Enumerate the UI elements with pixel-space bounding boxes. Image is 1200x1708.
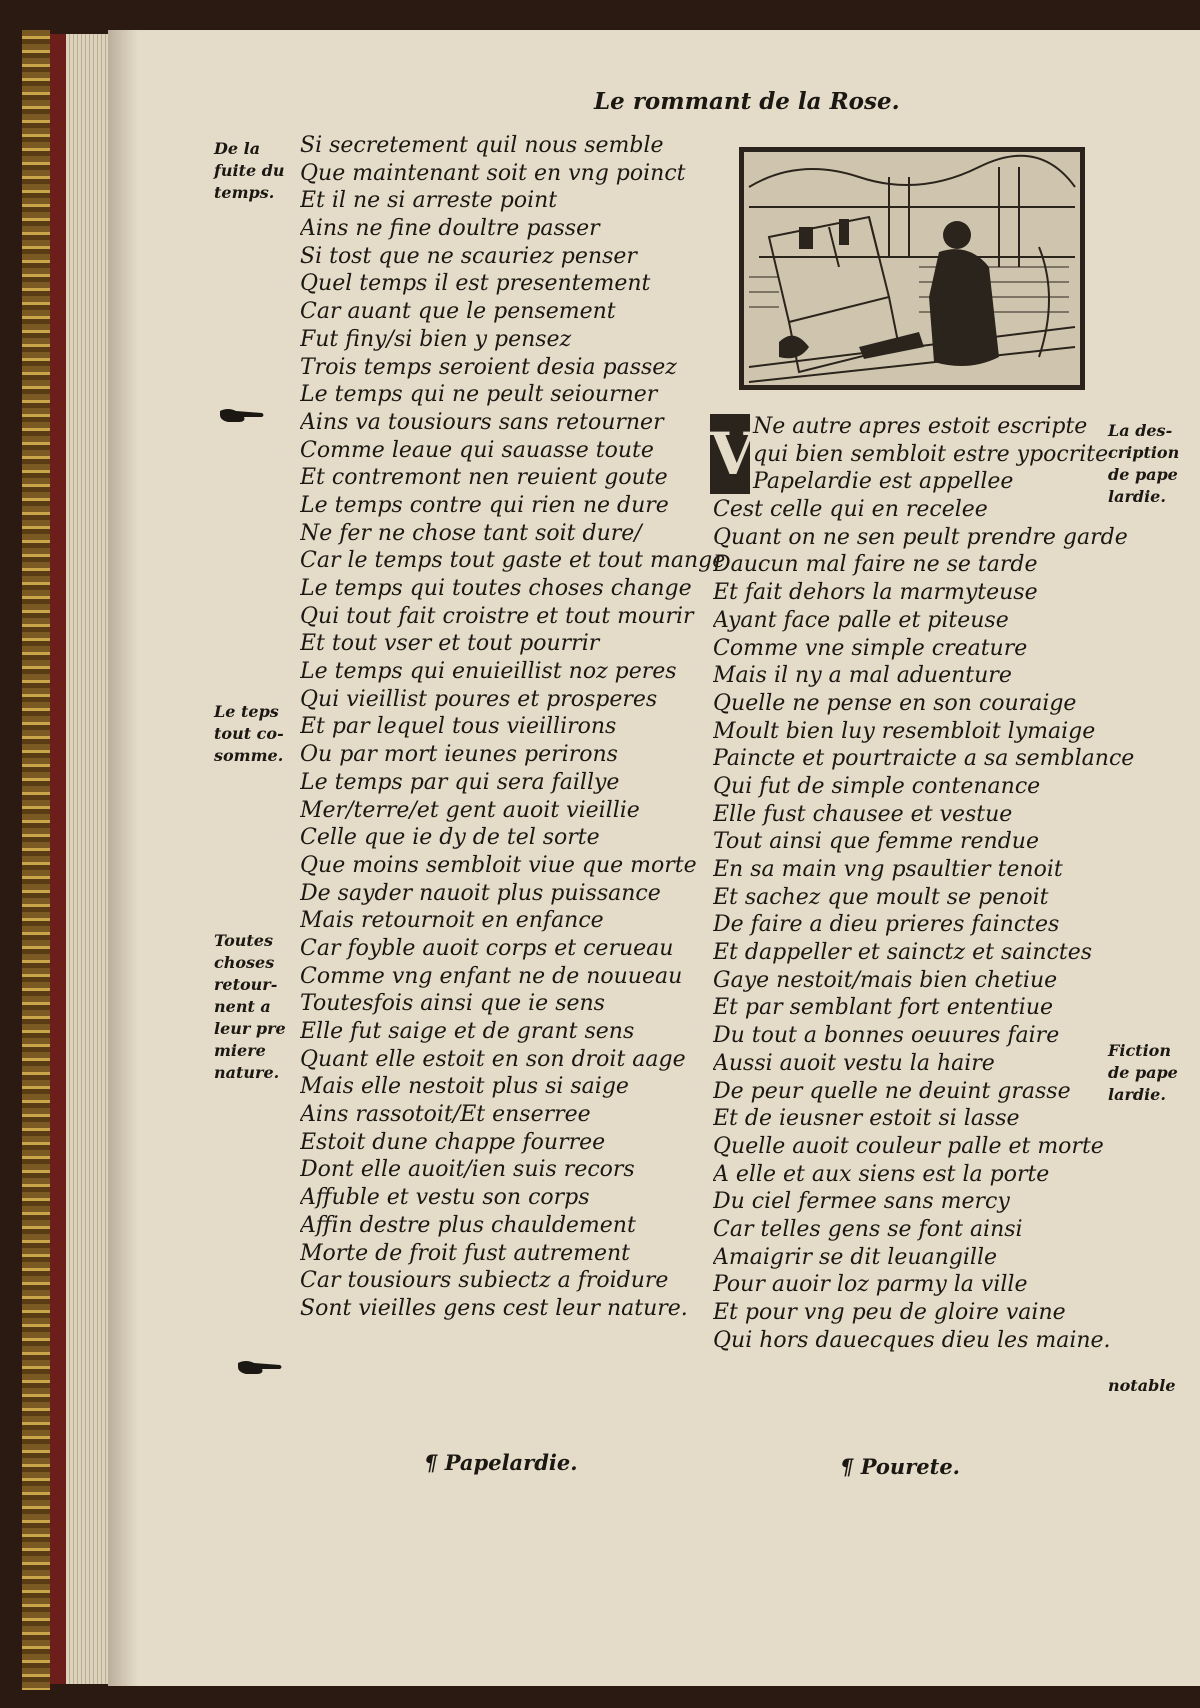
text-line: De sayder nauoit plus puissance [300,880,661,906]
text-line: Ayant face palle et piteuse [713,607,1009,633]
pointing-hand-icon [218,405,266,425]
left-note-nature: Toutes choses retour- nent a leur pre miere nature. [214,931,286,1082]
text-line: Et contremont nen reuient goute [300,465,668,491]
text-line: Mais il ny a mal aduenture [713,663,1012,689]
text-line: Que maintenant soit en vng poinct [300,160,686,186]
right-note-notable: notable [1108,1376,1176,1395]
text-line: Le temps qui ne peult seiourner [300,382,658,408]
text-line: Qui tout fait croistre et tout mourir [300,603,694,629]
text-line: Gaye nestoit/mais bien chetiue [713,967,1058,993]
text-line: Et sachez que moult se penoit [713,884,1049,910]
right-text-column [713,413,1134,1354]
book-spine [22,30,53,1690]
text-line: Comme vne simple creature [713,635,1028,661]
text-line: Paincte et pourtraicte a sa semblance [713,746,1135,772]
text-line: Aussi auoit vestu la haire [713,1050,995,1076]
text-line: Quelle auoit couleur palle et morte [713,1133,1104,1159]
text-line: Mais elle nestoit plus si saige [300,1074,629,1100]
text-line: Le temps par qui sera faillye [300,769,620,795]
text-line: Qui fut de simple contenance [713,773,1041,799]
text-line: Daucun mal faire ne se tarde [713,552,1038,578]
text-line: Et tout vser et tout pourrir [300,631,600,657]
left-text-column [300,132,725,1323]
text-line: Moult bien luy resembloit lymaige [713,718,1096,744]
text-line: Et il ne si arreste point [300,188,558,214]
text-line: A elle et aux siens est la porte [713,1161,1050,1187]
text-line: Et par lequel tous vieillirons [300,714,617,740]
text-line: Ains va tousiours sans retourner [300,409,664,435]
text-line: Estoit dune chappe fourree [300,1129,606,1155]
text-line: Mer/terre/et gent auoit vieillie [300,797,640,823]
text-line: Ne fer ne chose tant soit dure/ [300,520,642,546]
left-note-fuite: De la fuite du temps. [214,139,285,202]
text-line: Mais retournoit en enfance [300,908,604,934]
decorated-initial: V [710,414,750,494]
text-line: Elle fut saige et de grant sens [300,1019,635,1044]
text-line: Et dappeller et sainctz et sainctes [713,940,1093,966]
text-line: Sont vieilles gens cest leur nature. [300,1295,688,1321]
right-note-fiction: Fiction de pape lardie. [1108,1041,1178,1104]
text-line: Ains ne fine doultre passer [300,216,600,242]
right-note-description: La des- cription de pape lardie. [1108,421,1180,506]
woodcut-illustration [739,147,1085,390]
text-line: Papelardie est appellee [753,469,1014,495]
text-line: Quant on ne sen peult prendre garde [713,524,1128,550]
text-line: Toutesfois ainsi que ie sens [300,991,605,1017]
text-line: De peur quelle ne deuint grasse [713,1078,1071,1104]
text-line: Quant elle estoit en son droit aage [300,1046,686,1072]
left-note-temps: Le teps tout co- somme. [214,702,284,765]
text-line: Car auant que le pensement [300,299,616,325]
text-line: Et de ieusner estoit si lasse [713,1106,1020,1132]
text-line: Ou par mort ieunes perirons [300,742,618,768]
text-line: Et pour vng peu de gloire vaine [713,1300,1066,1325]
paragraph-mark-icon: ¶ [424,1450,438,1475]
text-line: Le temps contre qui rien ne dure [300,492,669,518]
text-line: Dont elle auoit/ien suis recors [300,1157,635,1183]
text-line: Car telles gens se font ainsi [713,1216,1023,1242]
text-line: Ains rassotoit/Et enserree [300,1102,591,1128]
text-line: Et par semblant fort ententiue [713,995,1054,1021]
text-line: Pour auoir loz parmy la ville [713,1272,1028,1298]
running-head: Le rommant de la Rose. [594,88,900,115]
text-line: Le temps qui toutes choses change [300,576,692,601]
text-line: Affuble et vestu son corps [300,1185,590,1211]
text-line: Si tost que ne scauriez penser [300,243,637,269]
text-line: Trois temps seroient desia passez [300,354,677,380]
text-line: Qui vieillist poures et prosperes [300,686,658,712]
text-line: Amaigrir se dit leuangille [713,1244,998,1270]
text-line: Du ciel fermee sans mercy [713,1189,1010,1215]
text-line: Elle fust chausee et vestue [713,801,1013,827]
text-line: En sa main vng psaultier tenoit [713,857,1063,882]
text-line: Celle que ie dy de tel sorte [300,825,600,851]
text-line: Du tout a bonnes oeuures faire [713,1023,1060,1049]
text-line: Quel temps il est presentement [300,271,651,297]
text-line: qui bien sembloit estre ypocrite [753,441,1109,467]
text-line: Le temps qui enuieillist noz peres [300,659,677,685]
text-line: Fut finy/si bien y pensez [300,326,572,352]
text-line: Si secretement quil nous semble [300,133,664,158]
book-cover-edge [50,34,66,1684]
text-line: Ne autre apres estoit escripte [753,414,1088,439]
right-caption: ¶ Pourete. [840,1454,960,1479]
text-line: Comme leaue qui sauasse toute [300,437,654,463]
text-line: Affin destre plus chauldement [300,1212,636,1238]
gutter-shadow [108,30,138,1686]
text-line: Car le temps tout gaste et tout mange [300,548,726,574]
paragraph-mark-icon: ¶ [840,1454,854,1479]
page-edges [66,34,110,1684]
text-line: Que moins sembloit viue que morte [300,852,697,878]
text-line: De faire a dieu prieres fainctes [713,912,1060,938]
text-line: Quelle ne pense en son couraige [713,690,1077,716]
text-line: Comme vng enfant ne de nouueau [300,963,683,989]
text-line: Car tousiours subiectz a froidure [300,1268,669,1294]
text-line: Car foyble auoit corps et cerueau [300,935,674,961]
pointing-hand-icon [236,1357,284,1377]
text-line: Morte de froit fust autrement [300,1240,630,1266]
text-line: Et fait dehors la marmyteuse [713,580,1038,606]
text-line: Cest celle qui en recelee [713,497,988,523]
left-caption: ¶ Papelardie. [424,1450,578,1475]
text-line: Qui hors dauecques dieu les maine. [713,1327,1111,1353]
text-line: Tout ainsi que femme rendue [713,829,1039,855]
